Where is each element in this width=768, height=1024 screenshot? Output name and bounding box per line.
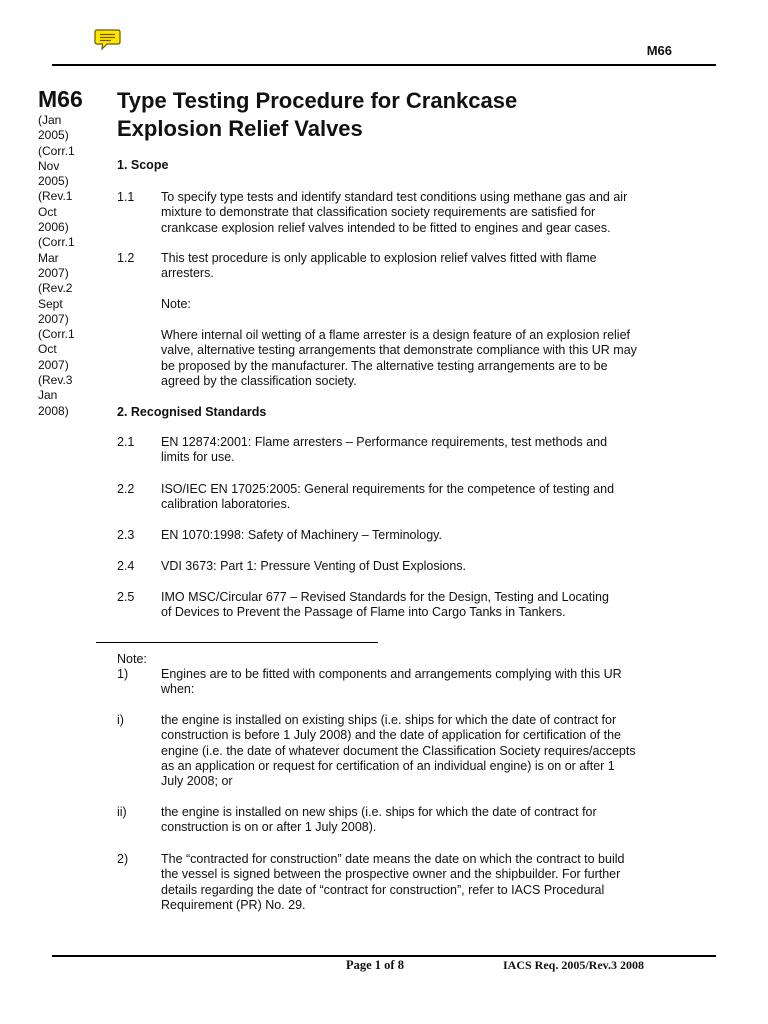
- history-line: Oct: [38, 342, 57, 357]
- sidebar-code: M66: [38, 86, 83, 112]
- clause-number: 1.2: [117, 251, 135, 265]
- history-line: 2006): [38, 220, 69, 235]
- history-line: 2007): [38, 311, 69, 326]
- clause-text: IMO MSC/Circular 677 – Revised Standards for the Design, Testing and Locating of Devices to Prevent the Passage of Flame into Cargo Tanks in Tankers.: [161, 590, 609, 620]
- title-line: Explosion Relief Valves: [117, 116, 363, 141]
- history-line: Mar: [38, 250, 59, 265]
- scope-note-label: Note:: [161, 297, 191, 311]
- clause-text: EN 12874:2001: Flame arresters – Performance requirements, test methods and limits for use.: [161, 435, 608, 465]
- clause-number: 2.2: [117, 482, 135, 496]
- history-line: Jan: [38, 388, 58, 403]
- clause-number: 1.1: [117, 190, 135, 204]
- clause-text: To specify type tests and identify standard test conditions using methane gas and air mixture to demonstrate that classification society requirements are satisfied for crankcase explosion relief valves intended to be fitted to engines and gear cases.: [161, 190, 628, 235]
- revision-history: [38, 113, 88, 419]
- clause-text: ISO/IEC EN 17025:2005: General requirements for the competence of testing and calibration laboratories.: [161, 482, 615, 512]
- clause-text: This test procedure is only applicable to explosion relief valves fitted with flame arresters.: [161, 251, 597, 281]
- history-line: 2005): [38, 174, 69, 189]
- clause-number: 2.3: [117, 528, 135, 542]
- history-line: Oct: [38, 204, 57, 219]
- footer-rule: [52, 955, 716, 957]
- history-line: 2007): [38, 357, 69, 372]
- history-line: (Rev.2: [38, 281, 73, 296]
- history-line: 2005): [38, 128, 69, 143]
- header-rule: [52, 64, 716, 66]
- section-heading-standards: 2. Recognised Standards: [117, 405, 267, 419]
- clause-text: EN 1070:1998: Safety of Machinery – Terminology.: [161, 528, 442, 542]
- comment-note-icon[interactable]: [94, 28, 122, 52]
- footnote-number: i): [117, 713, 124, 727]
- footnote-text: the engine is installed on new ships (i.e. ships for which the date of contract for construction is on or after 1 July 2008).: [161, 805, 597, 835]
- title-line: Type Testing Procedure for Crankcase: [117, 88, 518, 113]
- clause-number: 2.5: [117, 590, 135, 604]
- footnote-number: 1): [117, 667, 129, 681]
- document-title: [117, 87, 657, 143]
- footnote-number: ii): [117, 805, 127, 819]
- header-code: M66: [646, 43, 672, 58]
- scope-note-text: Where internal oil wetting of a flame arrester is a design feature of an explosion relief valve, alternative testing arrangements that demonstrate compliance with this UR may be proposed by the manufacturer. The alternative testing arrangements are to be agreed by the classification society.: [161, 328, 637, 388]
- history-line: (Corr.1: [38, 327, 75, 342]
- history-line: (Corr.1: [38, 143, 75, 158]
- history-line: 2007): [38, 265, 69, 280]
- page-number: Page 1 of 8: [346, 958, 404, 972]
- footnote-number: 2): [117, 852, 129, 866]
- footnote-text: the engine is installed on existing ships (i.e. ships for which the date of contract for construction is before 1 July 2008) and the date of application for certification of the engine (i.e. the date of whatever document the Classification Society requires/accepts as an application or request for certification of an individual engine) is on or after 1 July 2008; or: [161, 713, 636, 789]
- footnote-text: Engines are to be fitted with components and arrangements complying with this UR when:: [161, 667, 622, 697]
- history-line: Sept: [38, 296, 63, 311]
- history-line: (Rev.1: [38, 189, 73, 204]
- clause-number: 2.1: [117, 435, 135, 449]
- clause-text: VDI 3673: Part 1: Pressure Venting of Dust Explosions.: [161, 559, 467, 573]
- document-reference: IACS Req. 2005/Rev.3 2008: [503, 958, 645, 972]
- history-line: (Jan: [38, 113, 62, 127]
- clause-number: 2.4: [117, 559, 135, 573]
- footnote-label: Note:: [117, 652, 147, 666]
- section-heading-scope: 1. Scope: [117, 158, 169, 172]
- history-line: (Corr.1: [38, 235, 75, 250]
- history-line: 2008): [38, 403, 69, 418]
- history-line: Nov: [38, 158, 60, 173]
- history-line: (Rev.3: [38, 373, 73, 388]
- footnote-separator: [96, 642, 378, 643]
- footnote-text: The “contracted for construction” date means the date on which the contract to build the vessel is signed between the prospective owner and the shipbuilder. For further details regarding the date of “contract for construction”, refer to IACS Procedural Requirement (PR) No. 29.: [161, 852, 625, 912]
